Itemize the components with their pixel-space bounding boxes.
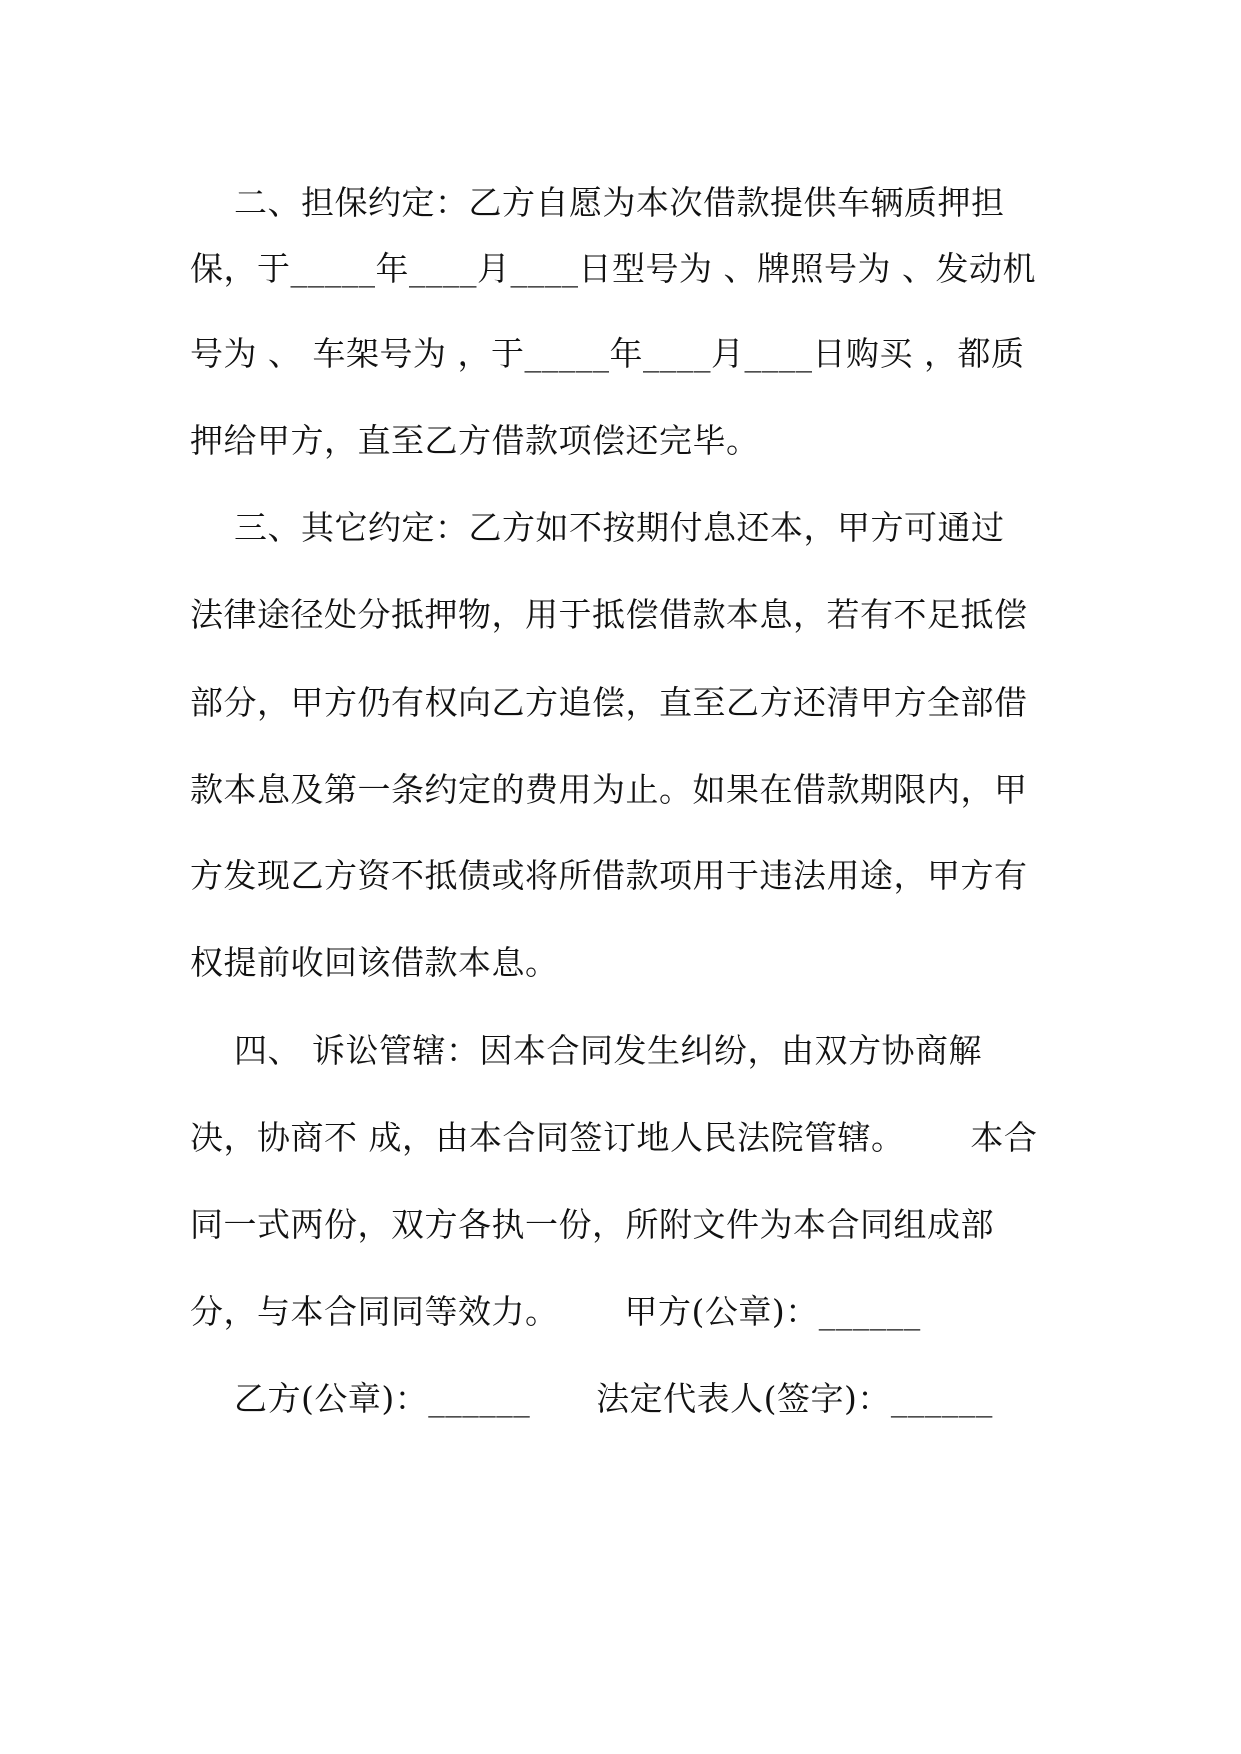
text-line: 四、 诉讼管辖：因本合同发生纠纷，由双方协商解	[190, 1031, 982, 1070]
text-line: 款本息及第一条约定的费用为止。如果在借款期限内，甲	[190, 770, 1028, 809]
text-line: 权提前收回该借款本息。	[190, 943, 559, 982]
text-line: 号为 、 车架号为 ，于_____年____月____日购买 ，都质	[190, 334, 1025, 373]
text-line: 乙方(公章)：______ 法定代表人(签字)：______	[190, 1379, 993, 1418]
text-line: 部分，甲方仍有权向乙方追偿，直至乙方还清甲方全部借	[190, 683, 1028, 722]
text-line: 法律途径处分抵押物，用于抵偿借款本息，若有不足抵偿	[190, 595, 1028, 634]
text-line: 同一式两份，双方各执一份，所附文件为本合同组成部	[190, 1205, 994, 1244]
text-line: 保，于_____年____月____日型号为 、牌照号为 、发动机	[190, 249, 1036, 288]
text-line: 分，与本合同同等效力。 甲方(公章)：______	[190, 1292, 921, 1331]
text-line: 押给甲方，直至乙方借款项偿还完毕。	[190, 421, 760, 460]
text-line: 二、担保约定：乙方自愿为本次借款提供车辆质押担	[190, 183, 1005, 222]
text-line: 三、其它约定：乙方如不按期付息还本，甲方可通过	[190, 508, 1005, 547]
text-line: 决，协商不 成，由本合同签订地人民法院管辖。 本合	[190, 1118, 1038, 1157]
text-line: 方发现乙方资不抵债或将所借款项用于违法用途，甲方有	[190, 856, 1028, 895]
